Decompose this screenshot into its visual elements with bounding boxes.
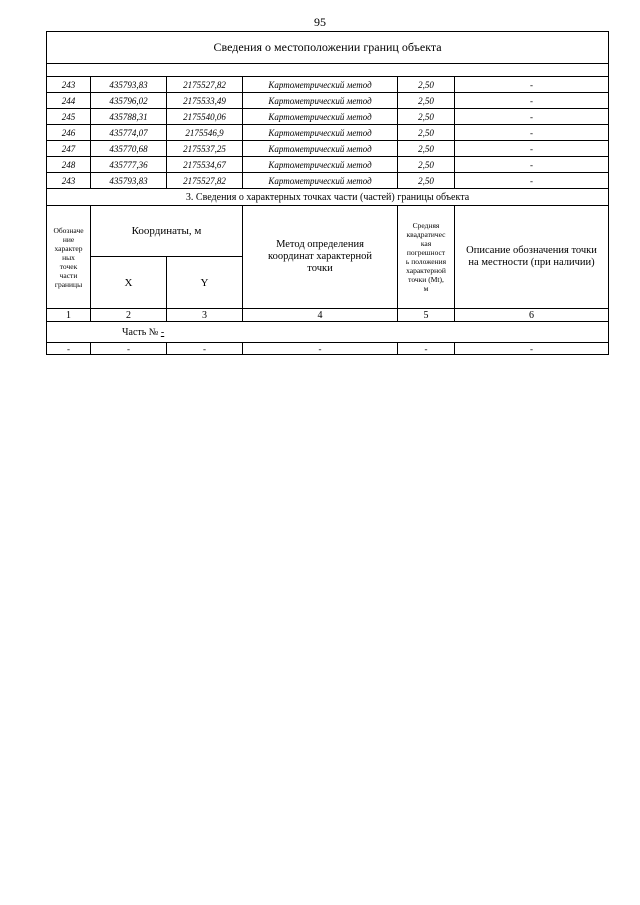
table-row	[47, 77, 609, 93]
point-number-cell: 248	[47, 157, 91, 173]
error-cell: 2,50	[398, 93, 455, 109]
section3-title: 3. Сведения о характерных точках части (частей) границы объекта	[47, 189, 609, 206]
spacer-row	[47, 64, 609, 77]
description-cell: -	[455, 125, 609, 141]
column-number-2: 2	[91, 309, 167, 322]
part-cell: -	[47, 343, 91, 355]
part-cell: -	[455, 343, 609, 355]
y-coordinate-cell: 2175540,06	[167, 109, 243, 125]
y-coordinate-cell: 2175527,82	[167, 173, 243, 189]
y-coordinate-cell: 2175527,82	[167, 77, 243, 93]
part-label: Часть №	[122, 326, 159, 338]
method-cell: Картометрический метод	[243, 173, 398, 189]
part-cell: -	[398, 343, 455, 355]
description-cell: -	[455, 77, 609, 93]
method-cell: Картометрический метод	[243, 141, 398, 157]
x-coordinate-cell: 435796,02	[91, 93, 167, 109]
header-x: X	[91, 257, 167, 309]
description-cell: -	[455, 93, 609, 109]
header-point-designation: Обозначе ние характер ных точек части границы	[47, 206, 91, 309]
y-coordinate-cell: 2175533,49	[167, 93, 243, 109]
error-cell: 2,50	[398, 77, 455, 93]
point-number-cell: 247	[47, 141, 91, 157]
description-cell: -	[455, 109, 609, 125]
y-coordinate-cell: 2175534,67	[167, 157, 243, 173]
error-cell: 2,50	[398, 109, 455, 125]
y-coordinate-cell: 2175546,9	[167, 125, 243, 141]
table-row	[47, 125, 609, 141]
column-number-6: 6	[455, 309, 609, 322]
part-cell: -	[243, 343, 398, 355]
header-method: Метод определения координат характерной точки	[243, 206, 398, 309]
x-coordinate-cell: 435793,83	[91, 77, 167, 93]
x-coordinate-cell: 435788,31	[91, 109, 167, 125]
y-coordinate-cell: 2175537,25	[167, 141, 243, 157]
header-y: Y	[167, 257, 243, 309]
point-number-cell: 244	[47, 93, 91, 109]
error-cell: 2,50	[398, 141, 455, 157]
x-coordinate-cell: 435770,68	[91, 141, 167, 157]
table-row	[47, 141, 609, 157]
x-coordinate-cell: 435774,07	[91, 125, 167, 141]
point-number-cell: 245	[47, 109, 91, 125]
method-cell: Картометрический метод	[243, 93, 398, 109]
column-number-3: 3	[167, 309, 243, 322]
x-coordinate-cell: 435777,36	[91, 157, 167, 173]
error-cell: 2,50	[398, 125, 455, 141]
method-cell: Картометрический метод	[243, 109, 398, 125]
table-row	[47, 109, 609, 125]
column-number-4: 4	[243, 309, 398, 322]
page-number: 95	[314, 15, 326, 29]
description-cell: -	[455, 157, 609, 173]
description-cell: -	[455, 141, 609, 157]
table-title: Сведения о местоположении границ объекта	[47, 32, 609, 64]
point-number-cell: 243	[47, 173, 91, 189]
header-coordinates: Координаты, м	[91, 206, 243, 257]
method-cell: Картометрический метод	[243, 77, 398, 93]
table-row	[47, 173, 609, 189]
x-coordinate-cell: 435793,83	[91, 173, 167, 189]
error-cell: 2,50	[398, 157, 455, 173]
table-row	[47, 93, 609, 109]
column-number-1: 1	[47, 309, 91, 322]
method-cell: Картометрический метод	[243, 157, 398, 173]
description-cell: -	[455, 173, 609, 189]
point-number-cell: 243	[47, 77, 91, 93]
part-cell: -	[167, 343, 243, 355]
error-cell: 2,50	[398, 173, 455, 189]
header-description: Описание обозначения точки на местности (при наличии)	[455, 206, 609, 309]
point-number-cell: 246	[47, 125, 91, 141]
header-error: Средняя квадратичес кая погрешност ь положения характерной точки (Mt), м	[398, 206, 455, 309]
table-row	[47, 157, 609, 173]
part-label-cell	[47, 322, 609, 343]
method-cell: Картометрический метод	[243, 125, 398, 141]
part-number: -	[160, 326, 165, 338]
column-number-5: 5	[398, 309, 455, 322]
part-cell: -	[91, 343, 167, 355]
boundaries-table	[46, 31, 609, 355]
